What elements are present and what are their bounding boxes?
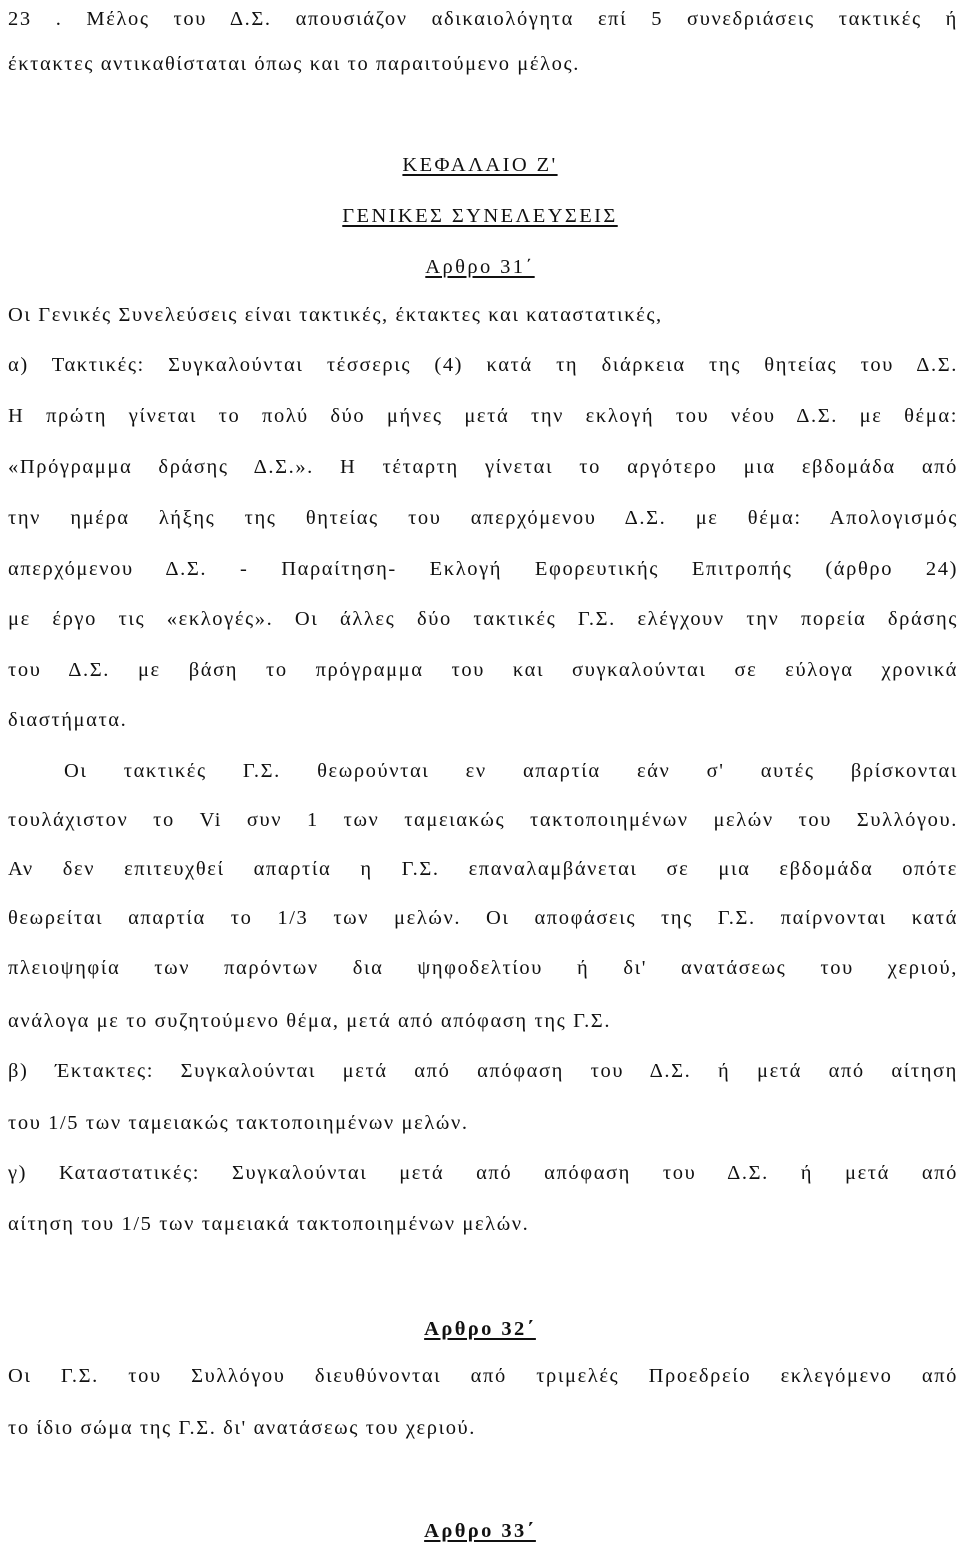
article-31-line-5: την ημέρα λήξης της θητείας του απερχόμενου Δ.Σ. με θέμα: Απολογισμός [8,507,958,529]
article-31-line-11: τουλάχιστον το Vi συν 1 των ταμειακώς τακτοποιημένων μελών του Συλλόγου. [8,809,958,831]
article-23-line-1: 23 . Μέλος του Δ.Σ. απουσιάζον αδικαιολόγητα επί 5 συνεδριάσεις τακτικές ή [8,8,958,30]
article-31-line-6: απερχόμενου Δ.Σ. - Παραίτηση- Εκλογή Εφορευτικής Επιτροπής (άρθρο 24) [8,558,958,580]
article-31-line-2: α) Τακτικές: Συγκαλούνται τέσσερις (4) κατά τη διάρκεια της θητείας του Δ.Σ. [8,354,958,376]
article-31-line-17: του 1/5 των ταμειακώς τακτοποιημένων μελών. [8,1112,469,1134]
article-33-heading: Αρθρο 33΄ [424,1520,536,1542]
article-31-heading: Αρθρο 31΄ [425,256,535,278]
article-31-line-12: Αν δεν επιτευχθεί απαρτία η Γ.Σ. επαναλαμβάνεται σε μια εβδομάδα οπότε [8,858,958,880]
article-31-line-19: αίτηση του 1/5 των ταμειακά τακτοποιημένων μελών. [8,1213,530,1235]
article-31-line-10: Οι τακτικές Γ.Σ. θεωρούνται εν απαρτία εάν σ' αυτές βρίσκονται [64,760,958,782]
article-32-line-2: το ίδιο σώμα της Γ.Σ. δι' ανατάσεως του χεριού. [8,1417,477,1439]
article-31-line-9: διαστήματα. [8,709,128,731]
article-31-line-18: γ) Καταστατικές: Συγκαλούνται μετά από απόφαση του Δ.Σ. ή μετά από [8,1162,958,1184]
article-31-line-3: Η πρώτη γίνεται το πολύ δύο μήνες μετά την εκλογή του νέου Δ.Σ. με θέμα: [8,405,958,427]
article-32-heading: Αρθρο 32΄ [424,1318,536,1340]
article-31-line-7: με έργο τις «εκλογές». Οι άλλες δύο τακτικές Γ.Σ. ελέγχουν την πορεία δράσης [8,608,958,630]
article-31-line-14: πλειοψηφία των παρόντων δια ψηφοδελτίου ή δι' ανατάσεως του χεριού, [8,957,958,979]
article-31-line-8: του Δ.Σ. με βάση το πρόγραμμα του και συγκαλούνται σε εύλογα χρονικά [8,659,958,681]
chapter-subtitle: ΓΕΝΙΚΕΣ ΣΥΝΕΛΕΥΣΕΙΣ [342,205,618,227]
chapter-title: ΚΕΦΑΛΑΙΟ Ζ' [402,154,558,176]
article-31-line-4: «Πρόγραμμα δράσης Δ.Σ.». Η τέταρτη γίνεται το αργότερο μια εβδομάδα από [8,456,958,478]
article-31-line-13: θεωρείται απαρτία το 1/3 των μελών. Οι αποφάσεις της Γ.Σ. παίρνονται κατά [8,907,958,929]
article-31-line-15: ανάλογα με το συζητούμενο θέμα, μετά από απόφαση της Γ.Σ. [8,1010,612,1032]
article-31-line-1: Οι Γενικές Συνελεύσεις είναι τακτικές, έκτακτες και καταστατικές, [8,304,663,326]
article-31-line-16: β) Έκτακτες: Συγκαλούνται μετά από απόφαση του Δ.Σ. ή μετά από αίτηση [8,1060,958,1082]
article-23-line-2: έκτακτες αντικαθίσταται όπως και το παραιτούμενο μέλος. [8,53,580,75]
article-32-line-1: Οι Γ.Σ. του Συλλόγου διευθύνονται από τριμελές Προεδρείο εκλεγόμενο από [8,1365,958,1387]
